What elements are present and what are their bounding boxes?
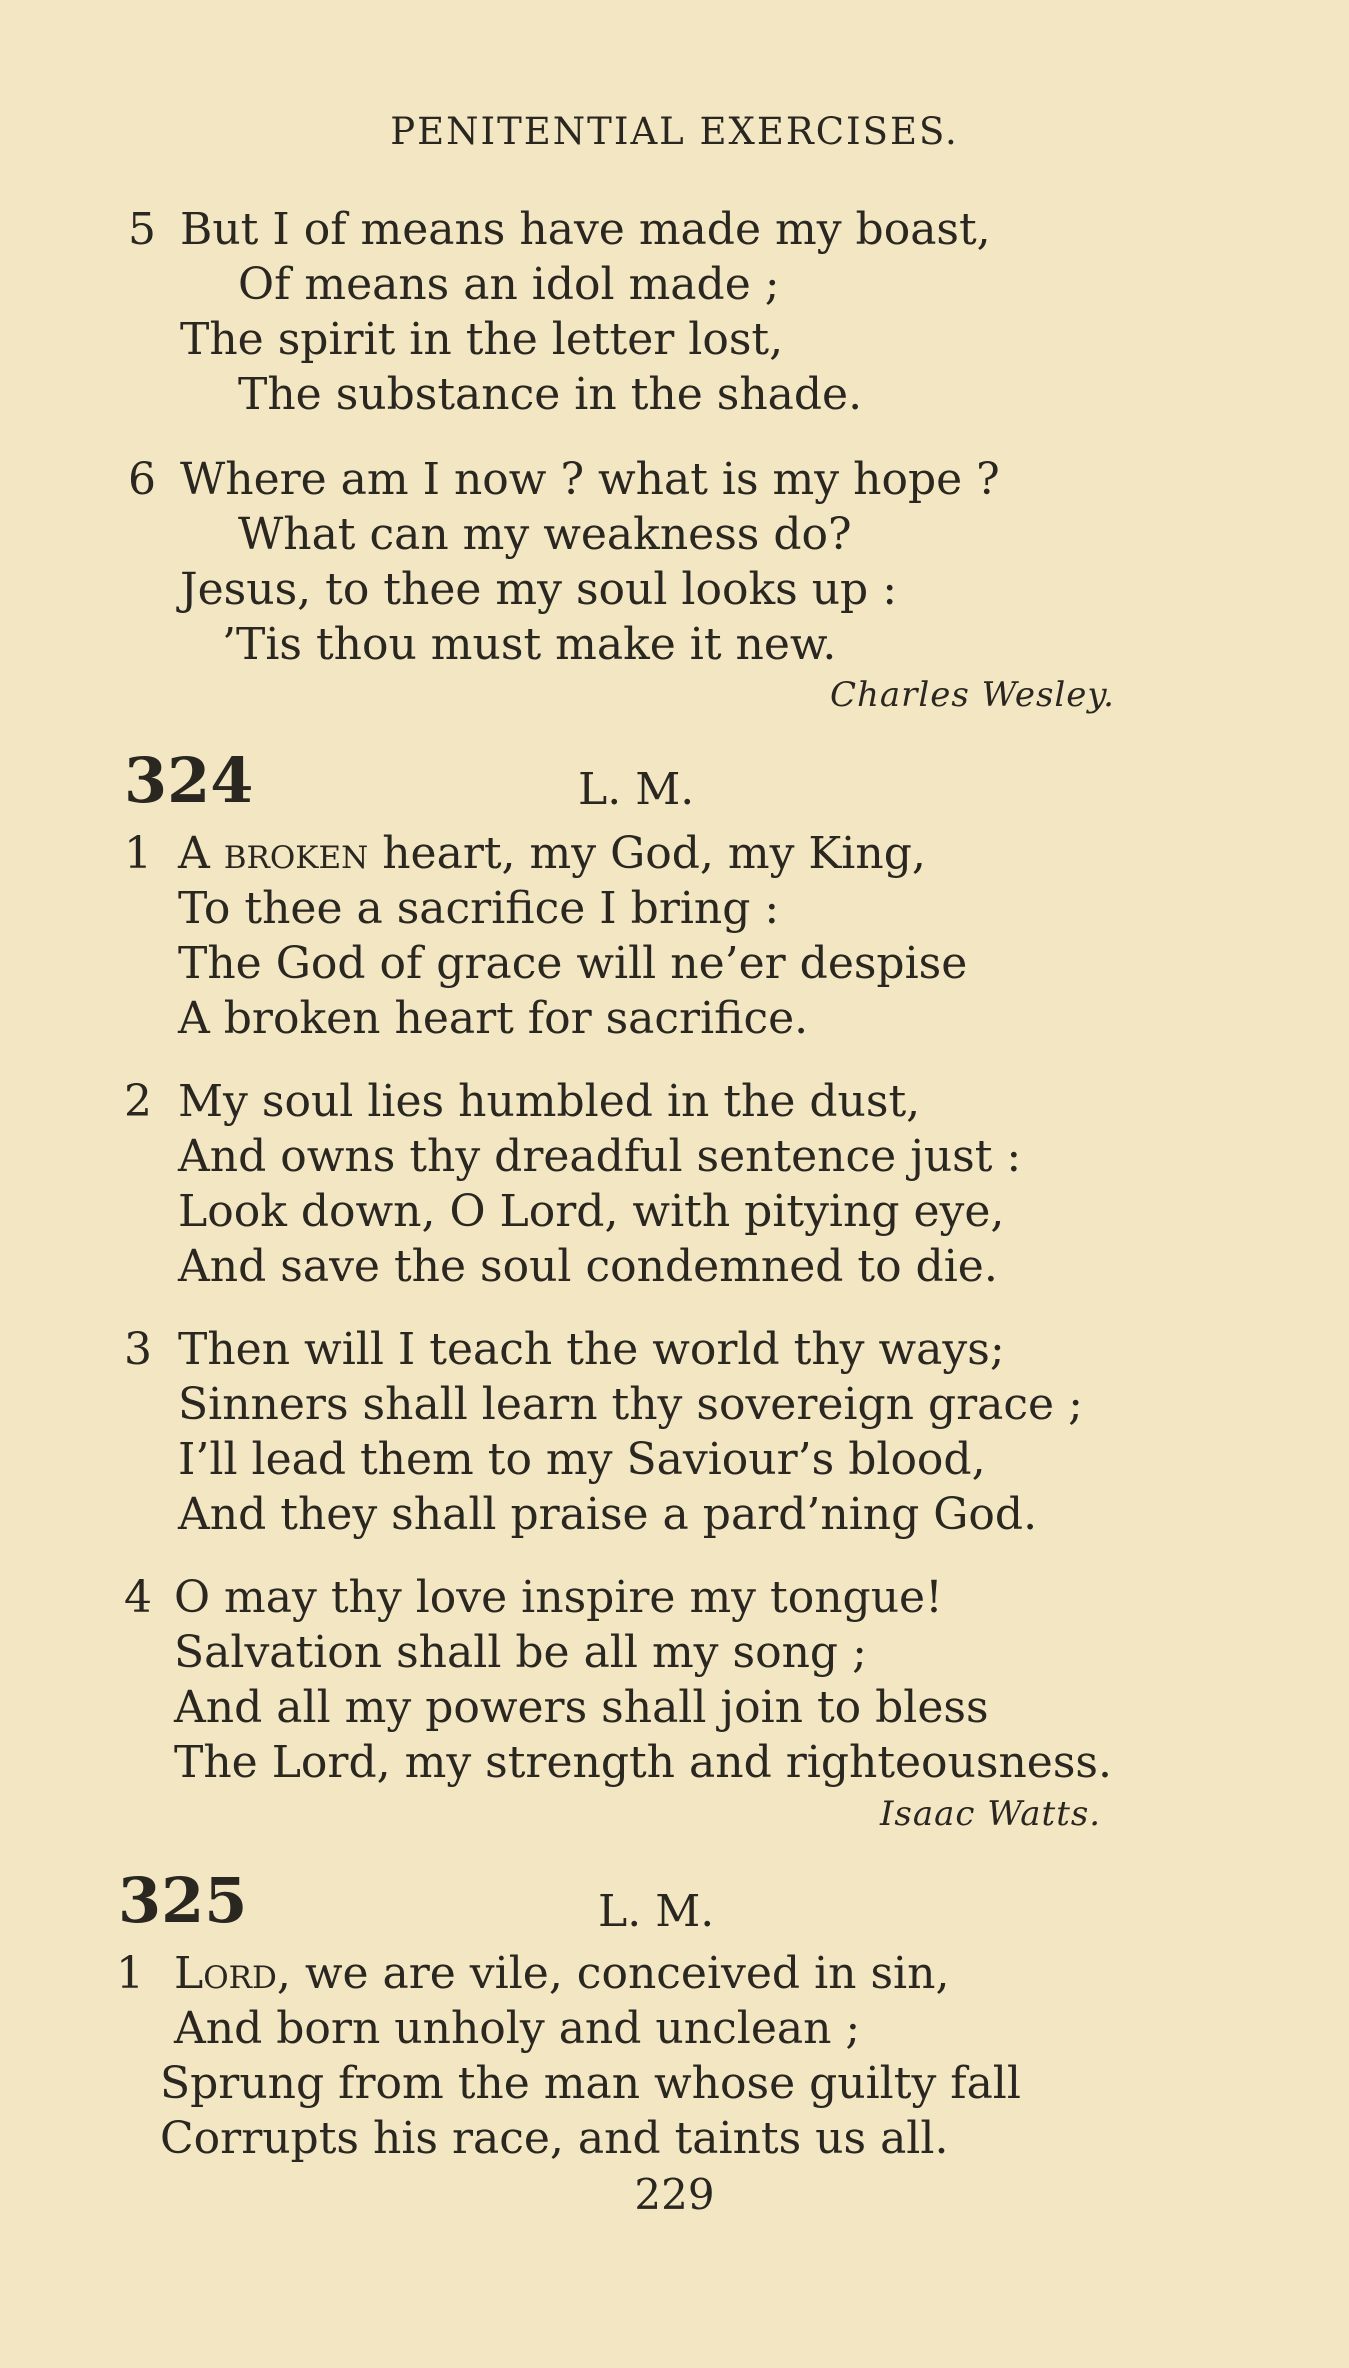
stanza-number: 6 (128, 454, 156, 505)
verse-line: To thee a sacrifice I bring : (178, 883, 780, 934)
verse-line: I’ll lead them to my Saviour’s blood, (178, 1434, 986, 1485)
stanza-number: 3 (124, 1324, 152, 1375)
verse-line: And born unholy and unclean ; (174, 2003, 861, 2054)
verse-line: The God of grace will ne’er despise (178, 938, 968, 989)
author-attribution: Isaac Watts. (880, 1794, 1102, 1834)
stanza-number: 1 (116, 1948, 144, 1999)
verse-line: Salvation shall be all my song ; (174, 1627, 867, 1678)
stanza-number: 1 (124, 828, 152, 879)
verse-line: A broken heart for sacrifice. (178, 993, 809, 1044)
verse-line: Sinners shall learn thy sovereign grace ; (178, 1379, 1083, 1430)
verse-line: And they shall praise a pard’ning God. (178, 1489, 1038, 1540)
stanza-number: 4 (124, 1572, 152, 1623)
verse-line: Jesus, to thee my soul looks up : (180, 564, 898, 615)
stanza-number: 5 (128, 204, 156, 255)
verse-line: And save the soul condemned to die. (178, 1241, 998, 1292)
hymn-meter: L. M. (598, 1886, 715, 1937)
stanza-number: 2 (124, 1076, 152, 1127)
verse-line: ’Tis thou must make it new. (222, 619, 837, 670)
author-attribution: Charles Wesley. (830, 675, 1115, 715)
first-word: A broken (178, 828, 369, 879)
verse-line: Where am I now ? what is my hope ? (180, 454, 1000, 505)
verse-line: Of means an idol made ; (238, 259, 780, 310)
verse-line: My soul lies humbled in the dust, (178, 1076, 921, 1127)
first-word: Lord (174, 1948, 277, 1999)
hymn-meter: L. M. (578, 764, 695, 815)
verse-line: Corrupts his race, and taints us all. (160, 2113, 949, 2164)
hymn-number: 325 (118, 1864, 248, 1937)
hymn-number: 324 (124, 744, 254, 817)
verse-line: Lord, we are vile, conceived in sin, (174, 1948, 950, 1999)
verse-line: And owns thy dreadful sentence just : (178, 1131, 1022, 1182)
verse-line: The spirit in the letter lost, (180, 314, 784, 365)
verse-line: What can my weakness do? (238, 509, 852, 560)
verse-line: Look down, O Lord, with pitying eye, (178, 1186, 1005, 1237)
verse-line: Sprung from the man whose guilty fall (160, 2058, 1021, 2109)
verse-line: But I of means have made my boast, (180, 204, 991, 255)
verse-line: Then will I teach the world thy ways; (178, 1324, 1005, 1375)
verse-line: O may thy love inspire my tongue! (174, 1572, 943, 1623)
page-number: 229 (634, 2170, 715, 2219)
verse-line: The substance in the shade. (238, 369, 863, 420)
verse-line: And all my powers shall join to bless (174, 1682, 989, 1733)
running-header: PENITENTIAL EXERCISES. (390, 110, 959, 153)
verse-line: The Lord, my strength and righteousness. (174, 1737, 1112, 1788)
verse-line: A broken heart, my God, my King, (178, 828, 926, 879)
